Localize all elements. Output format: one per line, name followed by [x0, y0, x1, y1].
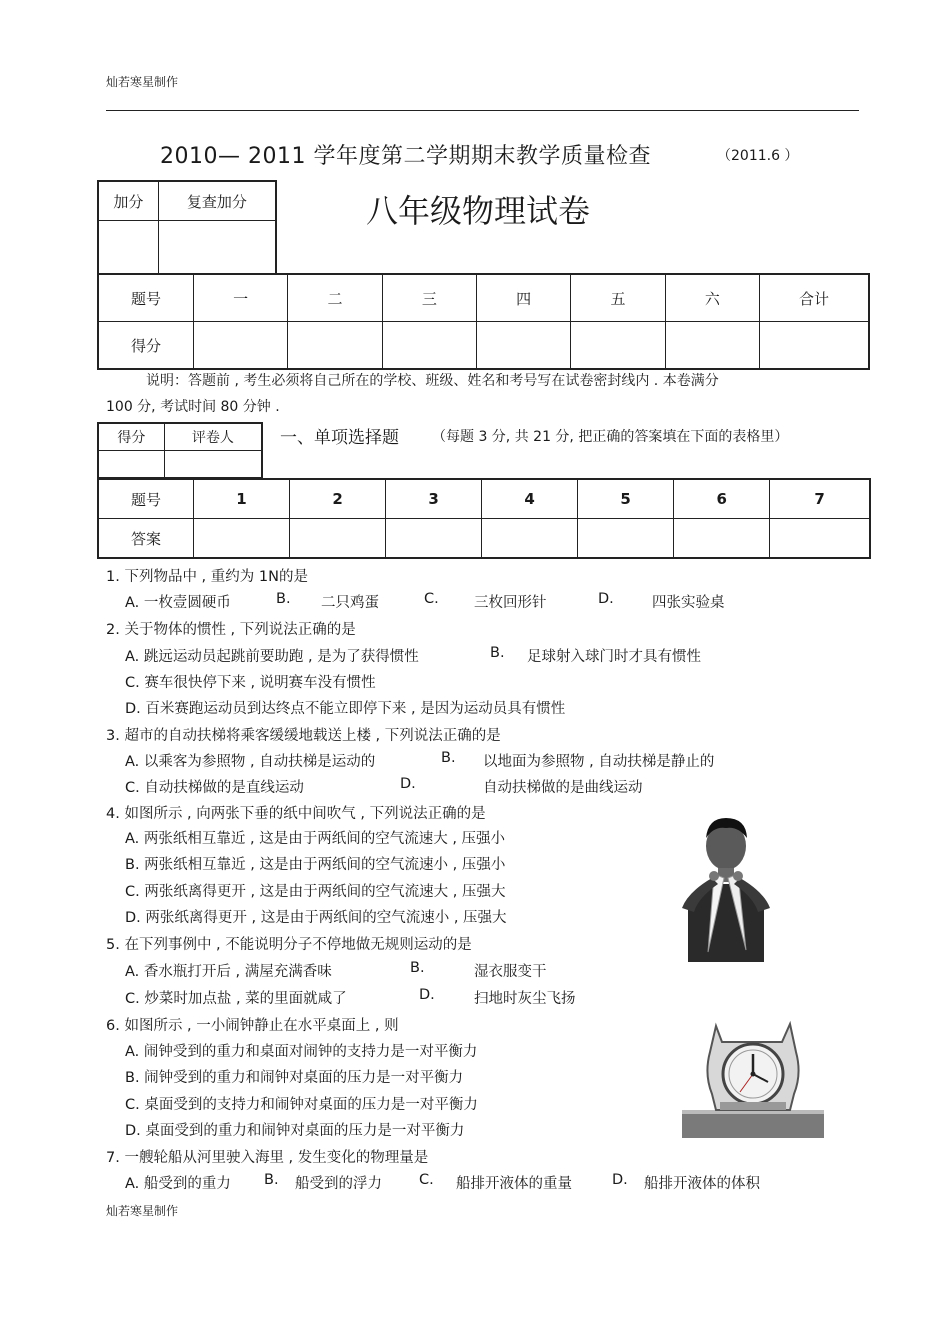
- exam-subtitle: 八年级物理试卷: [366, 192, 591, 230]
- answer-num-3: 3: [386, 479, 482, 519]
- score-table: [97, 273, 870, 370]
- question-4-option-b: B. 两张纸相互靠近 , 这是由于两纸间的空气流速小 , 压强小: [125, 857, 506, 873]
- instructions-line-2: 100 分, 考试时间 80 分钟 .: [106, 399, 280, 415]
- question-7-option-a: A. 船受到的重力: [125, 1176, 231, 1192]
- question-2-option-c: C. 赛车很快停下来 , 说明赛车没有惯性: [125, 675, 376, 691]
- question-2-stem: 2. 关于物体的惯性 , 下列说法正确的是: [106, 622, 356, 638]
- question-3-option-b-label: B.: [441, 750, 456, 766]
- answer-cell: [674, 519, 770, 559]
- question-1-option-b: 二只鸡蛋: [321, 595, 379, 611]
- question-4-option-a: A. 两张纸相互靠近 , 这是由于两纸间的空气流速大 , 压强小: [125, 831, 506, 847]
- section-title: 一、单项选择题: [280, 428, 399, 448]
- question-5-option-d: 扫地时灰尘飞扬: [474, 991, 576, 1007]
- answer-table: [97, 478, 871, 559]
- question-7-option-d-label: D.: [612, 1172, 628, 1188]
- question-2-option-b: 足球射入球门时才具有惯性: [527, 649, 701, 665]
- question-1-option-d-label: D.: [598, 591, 614, 607]
- score-cell: [571, 322, 665, 370]
- question-7-option-b-label: B.: [264, 1172, 279, 1188]
- footer-maker: 灿若寒星制作: [106, 1204, 179, 1218]
- question-1-stem: 1. 下列物品中 , 重约为 1N的是: [106, 569, 308, 585]
- answer-num-6: 6: [674, 479, 770, 519]
- score-cell: [760, 322, 870, 370]
- question-4-stem: 4. 如图所示 , 向两张下垂的纸中间吹气 , 下列说法正确的是: [106, 806, 486, 822]
- grader-name-label: 评卷人: [164, 423, 262, 451]
- answer-cell: [578, 519, 674, 559]
- score-col-2: 二: [288, 274, 382, 322]
- header-divider: [106, 110, 859, 111]
- question-3-option-c: C. 自动扶梯做的是直线运动: [125, 780, 304, 796]
- header-maker: 灿若寒星制作: [106, 75, 179, 89]
- answer-cell: [482, 519, 578, 559]
- question-2-option-a: A. 跳远运动员起跳前要助跑 , 是为了获得惯性: [125, 649, 419, 665]
- question-5-option-b: 湿衣服变干: [474, 964, 547, 980]
- grader-name-cell: [164, 451, 262, 479]
- score-label: 得分: [98, 322, 194, 370]
- question-4-option-d: D. 两张纸离得更开 , 这是由于两纸间的空气流速小 , 压强大: [125, 910, 507, 926]
- answer-label: 答案: [98, 519, 194, 559]
- question-7-option-d: 船排开液体的体积: [644, 1176, 760, 1192]
- grader-table: [97, 422, 263, 479]
- bonus-cell: [98, 221, 158, 275]
- answer-cell: [770, 519, 870, 559]
- question-7-option-b: 船受到的浮力: [295, 1176, 382, 1192]
- score-col-6: 六: [665, 274, 759, 322]
- score-cell: [476, 322, 570, 370]
- question-3-option-b: 以地面为参照物 , 自动扶梯是静止的: [483, 754, 715, 770]
- question-5-option-a: A. 香水瓶打开后 , 满屋充满香味: [125, 964, 332, 980]
- answer-num-7: 7: [770, 479, 870, 519]
- answer-cell: [290, 519, 386, 559]
- review-bonus-cell: [158, 221, 276, 275]
- question-3-option-d-label: D.: [400, 776, 416, 792]
- review-bonus-label: 复查加分: [158, 181, 276, 221]
- question-2-option-d: D. 百米赛跑运动员到达终点不能立即停下来 , 是因为运动员具有惯性: [125, 701, 566, 717]
- answer-num-4: 4: [482, 479, 578, 519]
- question-3-option-a: A. 以乘客为参照物 , 自动扶梯是运动的: [125, 754, 376, 770]
- question-1-option-d: 四张实验桌: [652, 595, 725, 611]
- question-6-option-c: C. 桌面受到的支持力和闹钟对桌面的压力是一对平衡力: [125, 1097, 478, 1113]
- question-1-option-a: A. 一枚壹圆硬币: [125, 595, 231, 611]
- question-4-option-c: C. 两张纸离得更开 , 这是由于两纸间的空气流速大 , 压强大: [125, 884, 506, 900]
- grader-score-cell: [98, 451, 164, 479]
- question-6-option-d: D. 桌面受到的重力和闹钟对桌面的压力是一对平衡力: [125, 1123, 465, 1139]
- alarm-clock-image: [676, 1012, 828, 1140]
- question-6-option-a: A. 闹钟受到的重力和桌面对闹钟的支持力是一对平衡力: [125, 1044, 478, 1060]
- question-6-option-b: B. 闹钟受到的重力和闹钟对桌面的压力是一对平衡力: [125, 1070, 464, 1086]
- answer-cell: [386, 519, 482, 559]
- score-col-1: 一: [194, 274, 288, 322]
- question-6-stem: 6. 如图所示 , 一小闹钟静止在水平桌面上 , 则: [106, 1018, 399, 1034]
- question-5-option-d-label: D.: [419, 987, 435, 1003]
- answer-num-5: 5: [578, 479, 674, 519]
- instructions-line-1: 说明：答题前 , 考生必须将自己所在的学校、班级、姓名和考号写在试卷密封线内 . 本卷满分: [146, 373, 719, 389]
- answer-cell: [194, 519, 290, 559]
- exam-date: （2011.6 ）: [717, 148, 799, 164]
- question-3-option-d: 自动扶梯做的是曲线运动: [483, 780, 643, 796]
- grader-score-label: 得分: [98, 423, 164, 451]
- answer-num-2: 2: [290, 479, 386, 519]
- exam-title: 2010— 2011 学年度第二学期期末教学质量检查: [160, 144, 651, 169]
- score-cell: [194, 322, 288, 370]
- score-col-3: 三: [382, 274, 476, 322]
- question-2-option-b-label: B.: [490, 645, 505, 661]
- score-cell: [288, 322, 382, 370]
- question-5-option-b-label: B.: [410, 960, 425, 976]
- bonus-table: [97, 180, 277, 275]
- answer-number-label: 题号: [98, 479, 194, 519]
- answer-num-1: 1: [194, 479, 290, 519]
- score-col-5: 五: [571, 274, 665, 322]
- question-number-label: 题号: [98, 274, 194, 322]
- question-5-option-c: C. 炒菜时加点盐 , 菜的里面就咸了: [125, 991, 347, 1007]
- boy-blowing-paper-image: [668, 812, 784, 964]
- score-col-4: 四: [476, 274, 570, 322]
- question-5-stem: 5. 在下列事例中 , 不能说明分子不停地做无规则运动的是: [106, 937, 472, 953]
- question-7-option-c-label: C.: [419, 1172, 434, 1188]
- section-note: （每题 3 分, 共 21 分, 把正确的答案填在下面的表格里）: [432, 429, 789, 445]
- score-cell: [382, 322, 476, 370]
- question-1-option-b-label: B.: [276, 591, 291, 607]
- score-col-total: 合计: [760, 274, 870, 322]
- question-1-option-c-label: C.: [424, 591, 439, 607]
- question-7-option-c: 船排开液体的重量: [456, 1176, 572, 1192]
- question-7-stem: 7. 一艘轮船从河里驶入海里 , 发生变化的物理量是: [106, 1150, 429, 1166]
- score-cell: [665, 322, 759, 370]
- question-3-stem: 3. 超市的自动扶梯将乘客缓缓地载送上楼 , 下列说法正确的是: [106, 728, 501, 744]
- question-1-option-c: 三枚回形针: [474, 595, 547, 611]
- bonus-label: 加分: [98, 181, 158, 221]
